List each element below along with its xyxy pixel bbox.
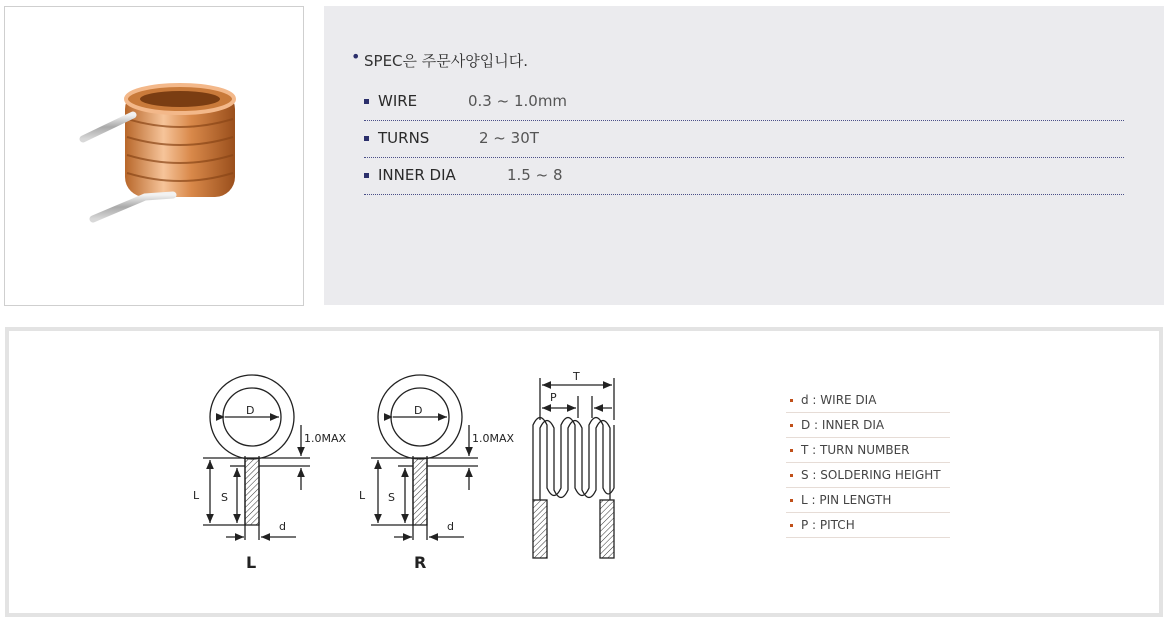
pin-length-label: L xyxy=(193,489,200,502)
legend-item xyxy=(786,388,950,413)
spec-value: 0.3 ~ 1.0mm xyxy=(468,92,568,110)
spec-label: TURNS xyxy=(378,129,430,147)
spec-value: 1.5 ~ 8 xyxy=(507,166,563,184)
caption-left-wound: L xyxy=(246,553,257,572)
spec-label: INNER DIA xyxy=(378,166,456,184)
spec-label: WIRE xyxy=(378,92,418,110)
inner-dia-label: D xyxy=(246,404,255,417)
pin-length-label: L xyxy=(359,489,366,502)
max-label: 1.0MAX xyxy=(304,432,347,445)
legend-item xyxy=(786,463,950,488)
legend-text: D : INNER DIA xyxy=(801,418,885,432)
legend-text: T : TURN NUMBER xyxy=(801,443,910,457)
turn-number-label: T xyxy=(573,370,580,383)
legend-item xyxy=(786,438,950,463)
square-bullet-icon xyxy=(790,424,793,427)
wire-dia-label: d xyxy=(447,520,454,533)
legend-item xyxy=(786,513,950,538)
inner-dia-label: D xyxy=(414,404,423,417)
spec-intro-text: SPEC은 주문사양입니다. xyxy=(364,52,528,70)
square-bullet-icon xyxy=(790,399,793,402)
coil-side-view xyxy=(533,378,614,558)
legend-text: d : WIRE DIA xyxy=(801,393,877,407)
max-label: 1.0MAX xyxy=(472,432,515,445)
spec-value: 2 ~ 30T xyxy=(479,129,539,147)
square-bullet-icon xyxy=(790,524,793,527)
pitch-label: P xyxy=(550,391,557,404)
soldering-height-label: S xyxy=(388,491,395,504)
coil-end-view-right xyxy=(371,375,478,540)
square-bullet-icon xyxy=(790,474,793,477)
legend-text: S : SOLDERING HEIGHT xyxy=(801,468,941,482)
coil-end-view-left xyxy=(203,375,310,540)
legend-text: L : PIN LENGTH xyxy=(801,493,892,507)
bullet-icon: • xyxy=(351,47,361,66)
dimension-legend xyxy=(786,388,950,538)
wire-dia-label: d xyxy=(279,520,286,533)
square-bullet-icon xyxy=(790,449,793,452)
soldering-height-label: S xyxy=(221,491,228,504)
legend-item xyxy=(786,413,950,438)
legend-item xyxy=(786,488,950,513)
caption-right-wound: R xyxy=(414,553,427,572)
square-bullet-icon xyxy=(790,499,793,502)
legend-text: P : PITCH xyxy=(801,518,855,532)
